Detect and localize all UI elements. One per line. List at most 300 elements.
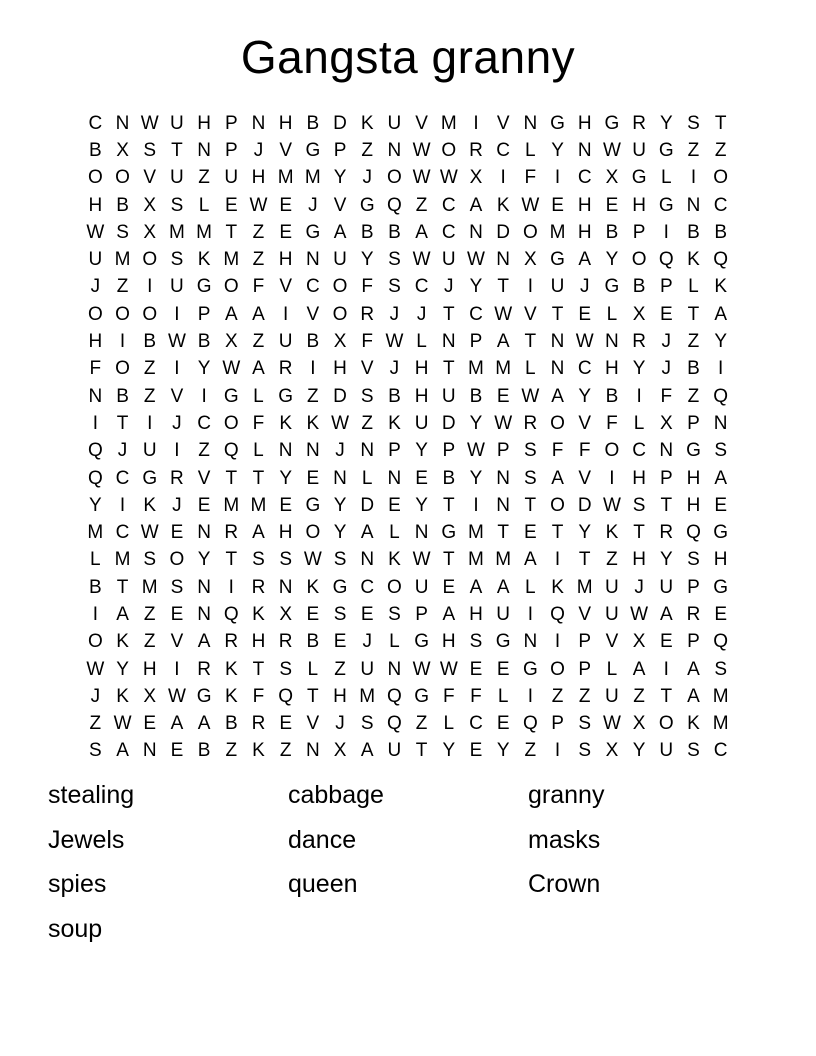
grid-letter: N [360, 440, 375, 462]
grid-letter: J [444, 276, 454, 298]
grid-letter: U [605, 576, 619, 598]
grid-letter: K [360, 112, 374, 134]
grid-letter: N [278, 576, 293, 598]
grid-letter: K [143, 494, 157, 516]
grid-letter: I [718, 358, 724, 380]
grid-letter: G [713, 576, 729, 598]
grid-letter: X [143, 194, 157, 216]
grid-letter: I [147, 412, 153, 434]
word-list-item: dance [288, 825, 357, 854]
grid-letter: X [605, 740, 619, 762]
grid-letter: G [658, 139, 674, 161]
grid-letter: W [602, 139, 621, 161]
grid-letter: Y [578, 522, 592, 544]
grid-letter: Y [197, 549, 211, 571]
grid-letter: L [525, 358, 536, 380]
grid-letter: K [252, 740, 265, 762]
grid-letter: K [388, 549, 401, 571]
grid-letter: C [115, 467, 130, 489]
grid-letter: X [143, 221, 157, 243]
grid-letter: C [197, 412, 211, 434]
grid-letter: W [140, 112, 159, 134]
grid-letter: C [469, 713, 483, 735]
grid-letter: W [167, 685, 186, 707]
grid-letter: B [224, 713, 238, 735]
grid-letter: Q [713, 385, 729, 407]
grid-letter: M [468, 358, 484, 380]
grid-letter: V [415, 112, 428, 134]
word-list-item: cabbage [288, 781, 384, 809]
grid-letter: X [116, 139, 129, 161]
grid-letter: O [713, 167, 729, 189]
grid-letter: H [713, 549, 728, 571]
grid-letter: W [494, 412, 513, 434]
grid-letter: B [469, 385, 483, 407]
grid-letter: I [554, 631, 561, 653]
grid-letter: L [253, 440, 264, 462]
grid-letter: F [524, 167, 537, 189]
grid-letter: M [304, 167, 321, 189]
grid-letter: E [279, 713, 292, 735]
grid-letter: E [469, 740, 483, 762]
grid-letter: G [441, 522, 457, 544]
grid-letter: J [90, 685, 101, 707]
grid-letter: Z [225, 740, 238, 762]
grid-letter: Z [198, 440, 210, 462]
grid-letter: C [115, 522, 130, 544]
grid-letter: A [551, 467, 564, 489]
grid-letter: V [306, 303, 320, 325]
grid-letter: Y [197, 358, 211, 380]
grid-letter: U [88, 249, 103, 271]
grid-letter: H [686, 494, 701, 516]
grid-letter: P [442, 440, 456, 462]
grid-letter: G [713, 522, 729, 544]
grid-letter: D [360, 494, 375, 516]
grid-letter: O [87, 303, 103, 325]
grid-letter: H [333, 685, 347, 707]
grid-letter: P [578, 658, 592, 680]
grid-letter: T [633, 522, 645, 544]
grid-letter: E [551, 194, 564, 216]
grid-letter: G [305, 494, 321, 516]
grid-letter: H [414, 358, 429, 380]
grid-letter: M [440, 112, 457, 134]
grid-letter: M [223, 494, 240, 516]
grid-letter: V [170, 385, 184, 407]
grid-letter: L [606, 303, 618, 325]
grid-letter: S [170, 576, 184, 598]
grid-letter: N [305, 440, 320, 462]
grid-letter: T [442, 549, 455, 571]
grid-letter: G [414, 631, 429, 653]
grid-letter: W [602, 713, 621, 735]
grid-letter: E [496, 713, 510, 735]
grid-letter: E [170, 740, 184, 762]
grid-letter: B [306, 112, 320, 134]
grid-letter: P [687, 412, 700, 434]
grid-letter: W [521, 194, 540, 216]
grid-letter: Y [333, 522, 347, 544]
grid-letter: S [279, 549, 292, 571]
grid-letter: T [714, 112, 727, 134]
grid-letter: P [659, 276, 673, 298]
grid-letter: L [416, 331, 427, 353]
grid-letter: U [496, 603, 511, 625]
grid-letter: P [224, 112, 238, 134]
grid-letter: S [143, 139, 157, 161]
grid-letter: J [172, 412, 182, 434]
grid-letter: T [660, 494, 673, 516]
grid-letter: X [224, 331, 238, 353]
grid-letter: X [632, 713, 646, 735]
grid-letter: T [252, 467, 265, 489]
grid-letter: L [389, 522, 400, 544]
grid-letter: B [687, 358, 700, 380]
grid-letter: L [307, 658, 319, 680]
grid-letter: G [550, 249, 565, 271]
grid-letter: O [441, 139, 457, 161]
grid-letter: P [632, 221, 646, 243]
grid-letter: I [92, 412, 98, 434]
grid-letter: R [686, 603, 701, 625]
grid-letter: E [524, 522, 537, 544]
grid-letter: E [143, 713, 157, 735]
grid-letter: H [333, 358, 347, 380]
grid-letter: O [387, 576, 402, 598]
grid-letter: Y [360, 249, 374, 271]
grid-letter: O [604, 440, 620, 462]
grid-letter: P [197, 303, 211, 325]
grid-letter: U [142, 440, 157, 462]
grid-letter: X [333, 740, 347, 762]
grid-letter: N [305, 249, 320, 271]
grid-letter: O [169, 549, 185, 571]
grid-letter: N [387, 467, 402, 489]
grid-letter: G [305, 221, 321, 243]
grid-letter: P [659, 467, 673, 489]
grid-letter: E [388, 494, 401, 516]
grid-letter: Q [522, 713, 538, 735]
grid-letter: N [550, 358, 565, 380]
grid-letter: A [224, 303, 238, 325]
grid-letter: Y [469, 412, 483, 434]
grid-letter: K [551, 576, 564, 598]
grid-letter: O [305, 522, 321, 544]
grid-letter: W [521, 385, 540, 407]
grid-letter: H [142, 658, 157, 680]
grid-letter: E [496, 385, 510, 407]
grid-letter: I [310, 358, 316, 380]
grid-letter: E [306, 467, 320, 489]
grid-letter: W [412, 249, 431, 271]
grid-letter: U [441, 385, 456, 407]
grid-letter: C [441, 194, 456, 216]
grid-letter: L [361, 467, 373, 489]
grid-letter: M [141, 576, 158, 598]
grid-letter: E [279, 194, 292, 216]
grid-letter: G [196, 685, 212, 707]
grid-letter: I [554, 167, 561, 189]
grid-letter: N [523, 112, 538, 134]
grid-letter: A [415, 221, 428, 243]
grid-letter: X [279, 603, 292, 625]
word-search-grid [82, 110, 735, 765]
grid-letter: E [170, 603, 184, 625]
grid-letter: A [333, 221, 347, 243]
grid-letter: G [223, 385, 239, 407]
grid-letter: I [663, 658, 669, 680]
grid-letter: F [551, 440, 564, 462]
grid-letter: N [197, 603, 211, 625]
grid-letter: G [305, 139, 321, 161]
grid-letter: N [577, 139, 592, 161]
grid-letter: H [686, 467, 701, 489]
grid-letter: N [387, 139, 402, 161]
grid-letter: B [442, 467, 456, 489]
word-list-item: Crown [528, 870, 601, 898]
grid-letter: A [687, 658, 700, 680]
grid-letter: Y [632, 358, 646, 380]
word-list-item: spies [48, 870, 107, 898]
grid-letter: N [305, 740, 320, 762]
grid-letter: O [332, 276, 348, 298]
grid-letter: J [335, 713, 345, 735]
grid-letter: W [222, 358, 241, 380]
grid-letter: K [197, 249, 211, 271]
grid-letter: D [333, 112, 347, 134]
grid-letter: W [303, 549, 322, 571]
grid-letter: M [468, 549, 484, 571]
grid-letter: F [89, 358, 102, 380]
page-title: Gangsta granny [240, 31, 576, 83]
grid-letter: M [196, 221, 212, 243]
grid-letter: Z [89, 713, 102, 735]
grid-letter: H [197, 112, 211, 134]
grid-letter: A [632, 658, 646, 680]
grid-letter: G [414, 685, 429, 707]
grid-letter: B [306, 631, 320, 653]
grid-letter: Q [223, 603, 239, 625]
grid-letter: Z [279, 740, 292, 762]
grid-letter: B [306, 331, 320, 353]
grid-letter: Y [469, 276, 483, 298]
grid-letter: W [140, 522, 159, 544]
grid-letter: A [252, 522, 265, 544]
grid-letter: M [87, 522, 104, 544]
grid-letter: I [147, 276, 153, 298]
grid-letter: S [687, 112, 700, 134]
grid-letter: J [335, 440, 345, 462]
grid-letter: C [577, 358, 592, 380]
grid-letter: I [228, 576, 234, 598]
grid-letter: W [86, 658, 105, 680]
grid-letter: R [251, 576, 266, 598]
grid-letter: A [252, 303, 265, 325]
grid-letter: J [389, 358, 400, 380]
word-column [48, 773, 134, 951]
grid-letter: N [659, 440, 674, 462]
grid-letter: W [385, 331, 404, 353]
grid-letter: V [578, 467, 592, 489]
grid-letter: Z [606, 549, 618, 571]
grid-letter: K [116, 631, 129, 653]
grid-letter: U [605, 685, 619, 707]
grid-letter: R [278, 358, 293, 380]
grid-letter: X [632, 631, 646, 653]
grid-letter: P [687, 576, 700, 598]
grid-letter: N [333, 467, 347, 489]
grid-letter: F [578, 440, 591, 462]
grid-letter: I [119, 494, 126, 516]
grid-letter: U [659, 740, 674, 762]
grid-letter: S [578, 713, 592, 735]
grid-letter: I [527, 276, 533, 298]
grid-letter: K [714, 276, 727, 298]
grid-letter: K [605, 522, 619, 544]
grid-letter: W [113, 713, 132, 735]
grid-letter: E [659, 631, 673, 653]
grid-letter: S [388, 603, 401, 625]
grid-letter: L [525, 576, 536, 598]
grid-letter: W [249, 194, 268, 216]
grid-letter: V [578, 412, 592, 434]
grid-letter: A [659, 603, 673, 625]
grid-letter: O [142, 249, 158, 271]
grid-letter: E [496, 658, 510, 680]
grid-letter: S [469, 631, 483, 653]
grid-letter: Q [278, 685, 294, 707]
grid-letter: O [658, 713, 674, 735]
word-column [288, 773, 384, 907]
grid-letter: N [414, 522, 429, 544]
grid-letter: W [630, 603, 649, 625]
grid-letter: E [659, 303, 673, 325]
grid-letter: O [631, 249, 647, 271]
grid-letter: W [439, 658, 458, 680]
grid-letter: S [360, 713, 374, 735]
grid-letter: S [252, 549, 265, 571]
grid-letter: B [605, 385, 619, 407]
grid-letter: E [279, 221, 292, 243]
grid-letter: M [468, 522, 484, 544]
grid-letter: R [632, 112, 646, 134]
grid-letter: J [416, 303, 427, 325]
grid-letter: R [523, 412, 538, 434]
grid-letter: Z [633, 685, 645, 707]
grid-letter: N [251, 112, 266, 134]
grid-letter: S [524, 467, 537, 489]
grid-letter: I [174, 303, 180, 325]
grid-letter: K [279, 412, 292, 434]
grid-letter: B [360, 221, 374, 243]
grid-letter: S [524, 440, 537, 462]
grid-letter: W [494, 303, 513, 325]
grid-letter: A [496, 331, 510, 353]
grid-letter: O [115, 167, 130, 189]
grid-letter: Z [714, 139, 727, 161]
grid-letter: C [360, 576, 375, 598]
grid-letter: J [579, 276, 590, 298]
grid-letter: S [687, 740, 700, 762]
grid-letter: P [224, 139, 238, 161]
grid-letter: U [414, 412, 429, 434]
grid-letter: Y [442, 740, 456, 762]
grid-letter: P [415, 603, 428, 625]
grid-letter: Z [415, 713, 428, 735]
grid-letter: E [605, 194, 619, 216]
grid-letter: B [388, 221, 401, 243]
grid-letter: G [658, 194, 674, 216]
grid-letter: F [361, 276, 374, 298]
grid-letter: H [577, 194, 592, 216]
grid-letter: J [362, 631, 372, 653]
grid-letter: V [279, 276, 292, 298]
grid-letter: Z [143, 358, 156, 380]
grid-letter: U [278, 331, 293, 353]
grid-letter: I [473, 112, 479, 134]
grid-letter: F [252, 685, 265, 707]
grid-letter: U [170, 112, 184, 134]
grid-letter: S [578, 740, 592, 762]
grid-letter: O [522, 221, 538, 243]
grid-letter: X [632, 303, 646, 325]
grid-letter: O [115, 358, 130, 380]
grid-letter: F [606, 412, 618, 434]
grid-letter: R [224, 522, 239, 544]
grid-letter: N [197, 139, 211, 161]
grid-letter: K [224, 685, 238, 707]
grid-letter: B [143, 331, 157, 353]
grid-letter: S [632, 494, 646, 516]
grid-letter: U [387, 740, 402, 762]
grid-letter: I [119, 331, 126, 353]
grid-letter: Q [87, 440, 103, 462]
grid-letter: H [632, 194, 646, 216]
grid-letter: E [333, 631, 347, 653]
grid-letter: I [201, 385, 207, 407]
grid-letter: E [170, 522, 184, 544]
grid-letter: O [550, 658, 565, 680]
grid-letter: X [524, 249, 537, 271]
grid-letter: W [602, 494, 621, 516]
grid-letter: Y [415, 494, 428, 516]
grid-letter: U [170, 276, 184, 298]
grid-letter: F [361, 331, 374, 353]
grid-letter: V [279, 139, 292, 161]
grid-letter: Y [632, 740, 646, 762]
grid-letter: T [415, 740, 428, 762]
grid-letter: Q [550, 603, 565, 625]
grid-letter: V [524, 303, 537, 325]
grid-letter: Y [551, 139, 564, 161]
grid-letter: G [686, 440, 701, 462]
grid-letter: I [174, 440, 180, 462]
grid-letter: P [469, 331, 483, 353]
grid-letter: O [87, 167, 103, 189]
grid-letter: C [713, 194, 728, 216]
grid-letter: V [605, 631, 619, 653]
grid-letter: T [442, 358, 455, 380]
grid-letter: H [251, 631, 266, 653]
grid-letter: M [549, 221, 566, 243]
grid-letter: Z [551, 685, 564, 707]
grid-letter: P [333, 139, 347, 161]
grid-letter: Z [334, 658, 346, 680]
grid-letter: H [414, 385, 429, 407]
grid-letter: H [632, 467, 646, 489]
grid-letter: S [388, 276, 401, 298]
